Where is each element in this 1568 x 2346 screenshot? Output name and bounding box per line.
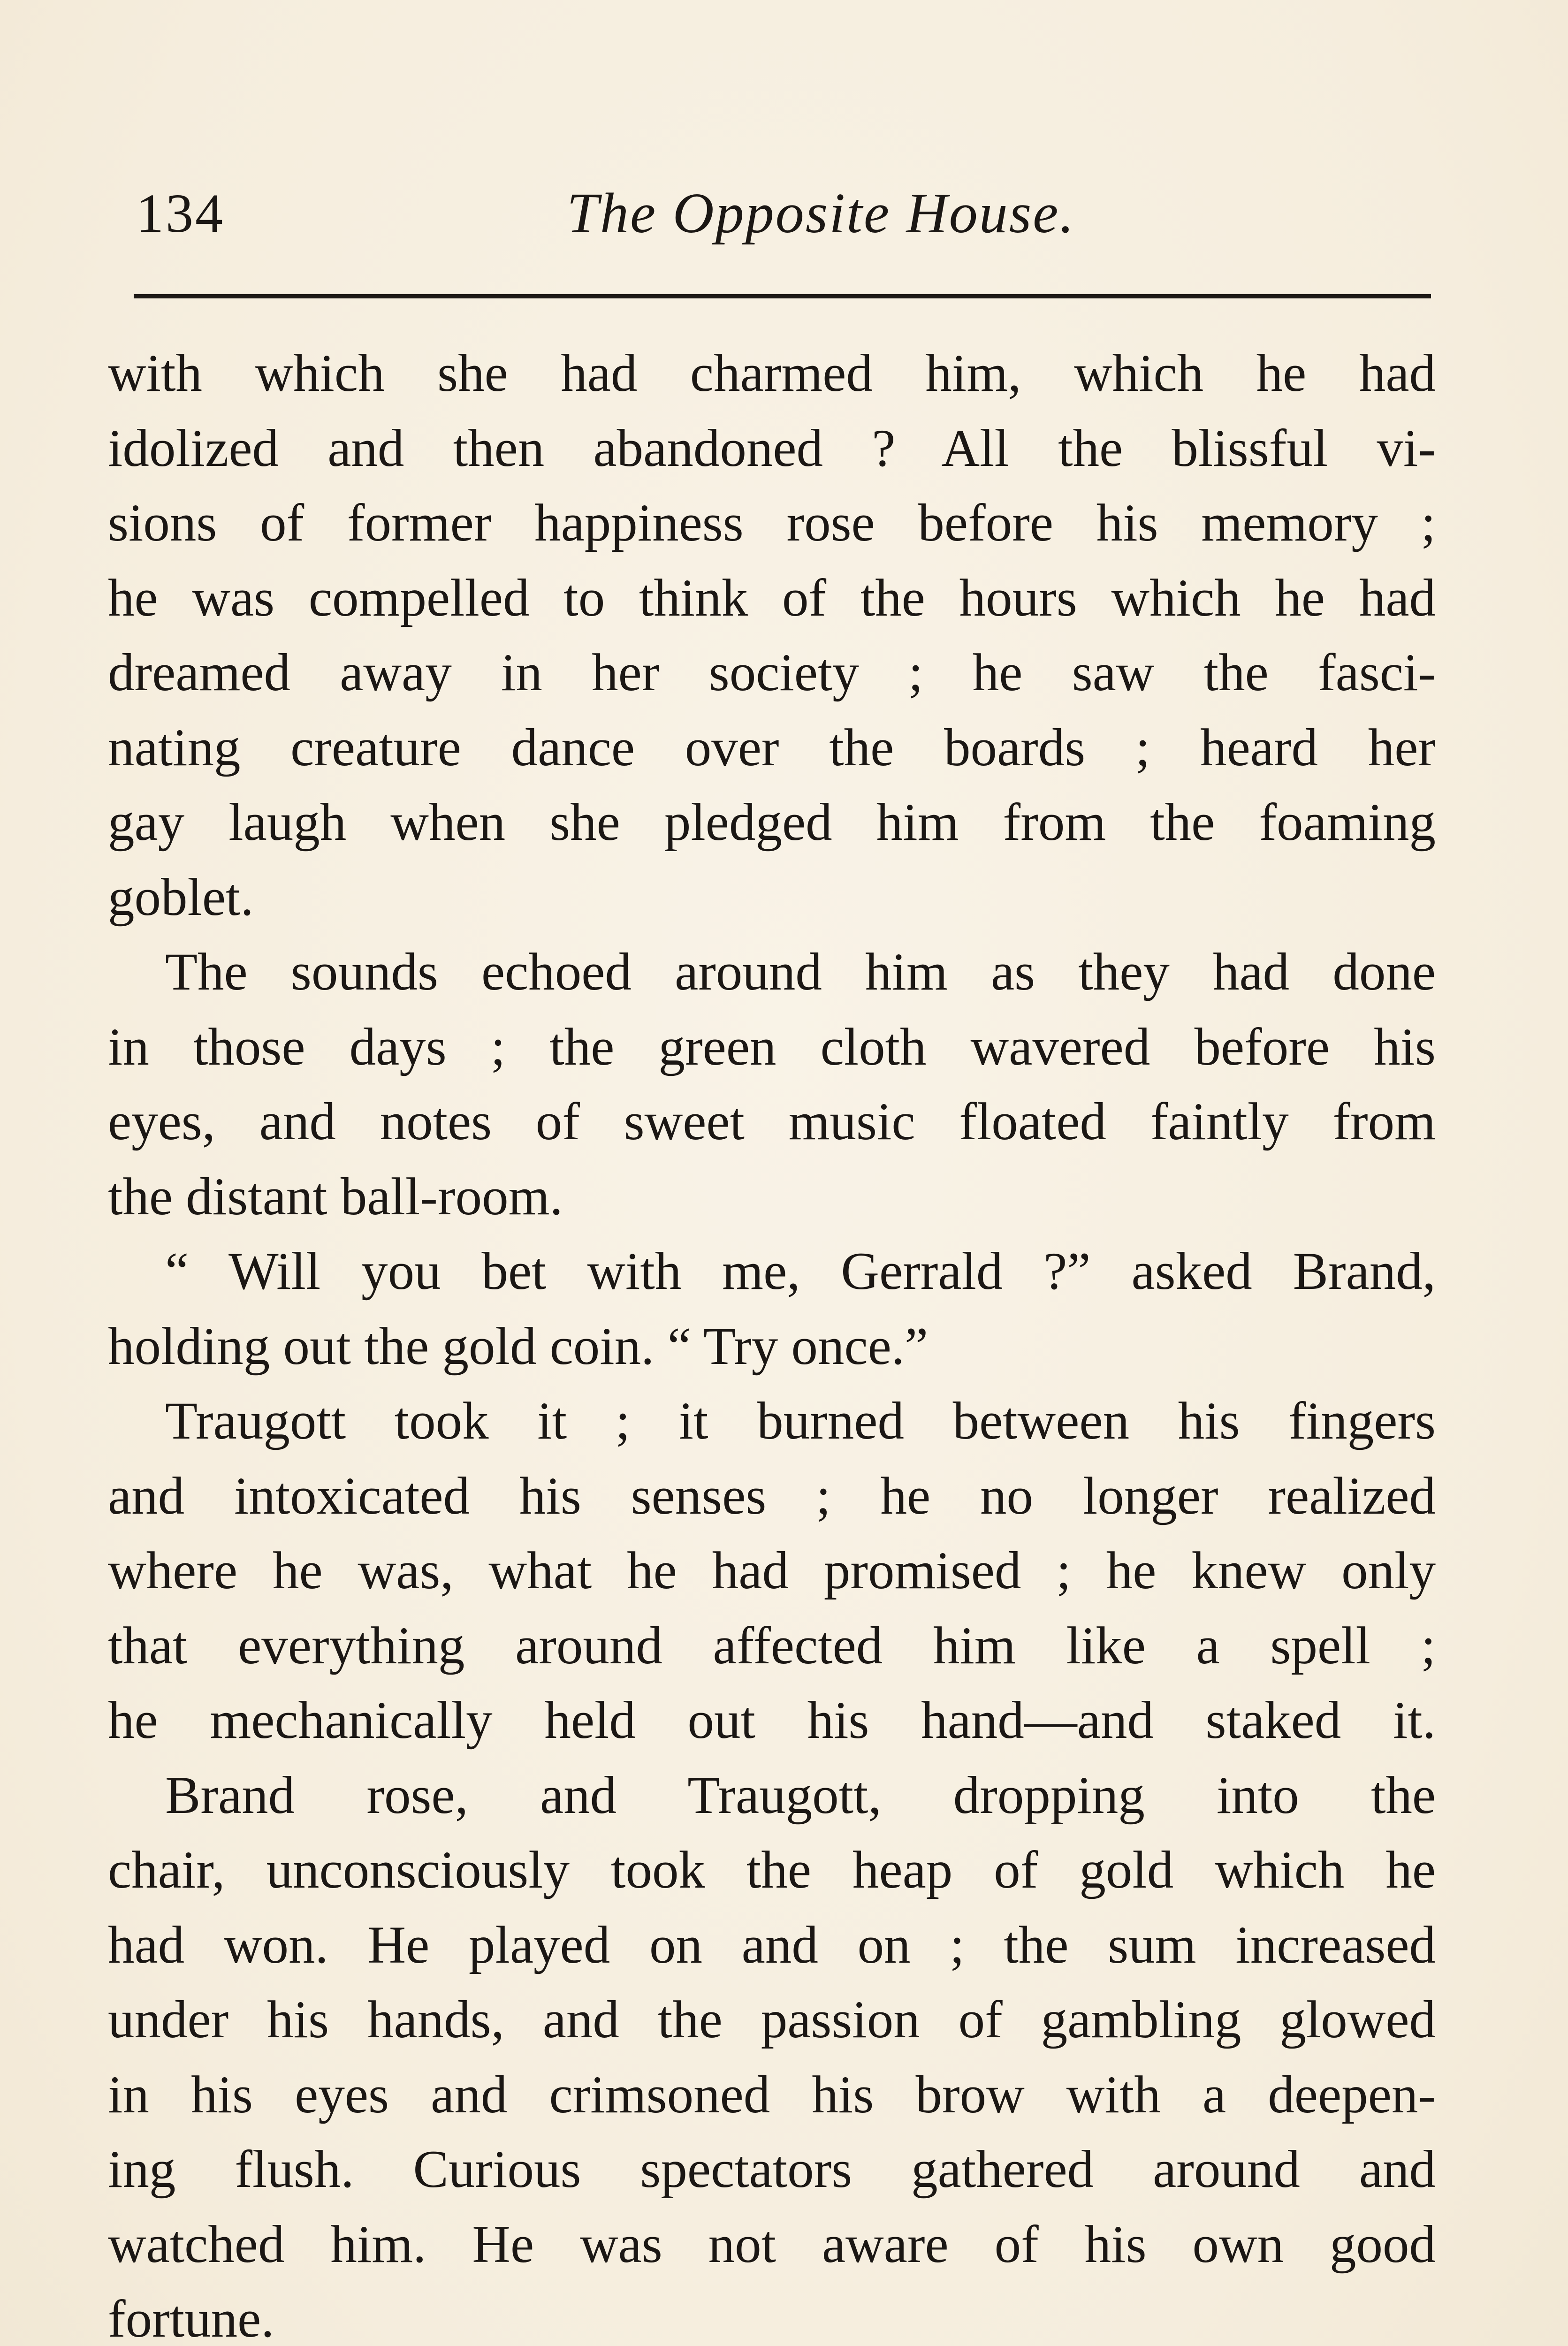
text-line: holding out the gold coin. “ Try once.” — [108, 1317, 929, 1376]
text-line: with which she had charmed him, which he had — [108, 344, 1436, 403]
text-line: he mechanically held out his hand—and staked it. — [108, 1691, 1436, 1750]
text-line: gay laugh when she pledged him from the foaming — [108, 793, 1436, 852]
text-line: had won. He played on and on ; the sum increased — [108, 1915, 1436, 1974]
text-line: goblet. — [108, 868, 254, 927]
text-line: in his eyes and crimsoned his brow with a deepen- — [108, 2065, 1436, 2124]
running-head — [136, 178, 1431, 249]
text-line: Traugott took it ; it burned between his fingers — [165, 1392, 1436, 1450]
text-line: in those days ; the green cloth wavered before his — [108, 1017, 1436, 1076]
text-line: dreamed away in her society ; he saw the fasci- — [108, 643, 1436, 702]
page-number: 134 — [136, 183, 225, 244]
text-line: idolized and then abandoned ? All the blissful vi- — [108, 419, 1436, 478]
text-line: where he was, what he had promised ; he knew only — [108, 1541, 1436, 1600]
text-line: eyes, and notes of sweet music floated faintly from — [108, 1092, 1436, 1151]
header-rule — [134, 294, 1431, 298]
text-line: Brand rose, and Traugott, dropping into the — [165, 1766, 1436, 1825]
text-line: “ Will you bet with me, Gerrald ?” asked Brand, — [165, 1242, 1436, 1301]
text-line: fortune. — [108, 2290, 274, 2346]
text-line: The sounds echoed around him as they had done — [165, 943, 1436, 1001]
text-line: and intoxicated his senses ; he no longer realized — [108, 1466, 1436, 1525]
text-line: the distant ball-room. — [108, 1167, 563, 1226]
body-text — [108, 336, 1436, 2346]
text-line: ing flush. Curious spectators gathered around and — [108, 2140, 1436, 2199]
text-line: that everything around affected him like a spell ; — [108, 1616, 1436, 1675]
text-line: under his hands, and the passion of gambling glowed — [108, 1990, 1436, 2049]
text-line: nating creature dance over the boards ; heard her — [108, 718, 1436, 777]
text-line: chair, unconsciously took the heap of gold which he — [108, 1841, 1436, 1899]
text-line: watched him. He was not aware of his own good — [108, 2215, 1436, 2274]
running-title: The Opposite House. — [567, 182, 1075, 245]
text-line: he was compelled to think of the hours which he had — [108, 568, 1436, 627]
text-line: sions of former happiness rose before his memory ; — [108, 494, 1436, 552]
